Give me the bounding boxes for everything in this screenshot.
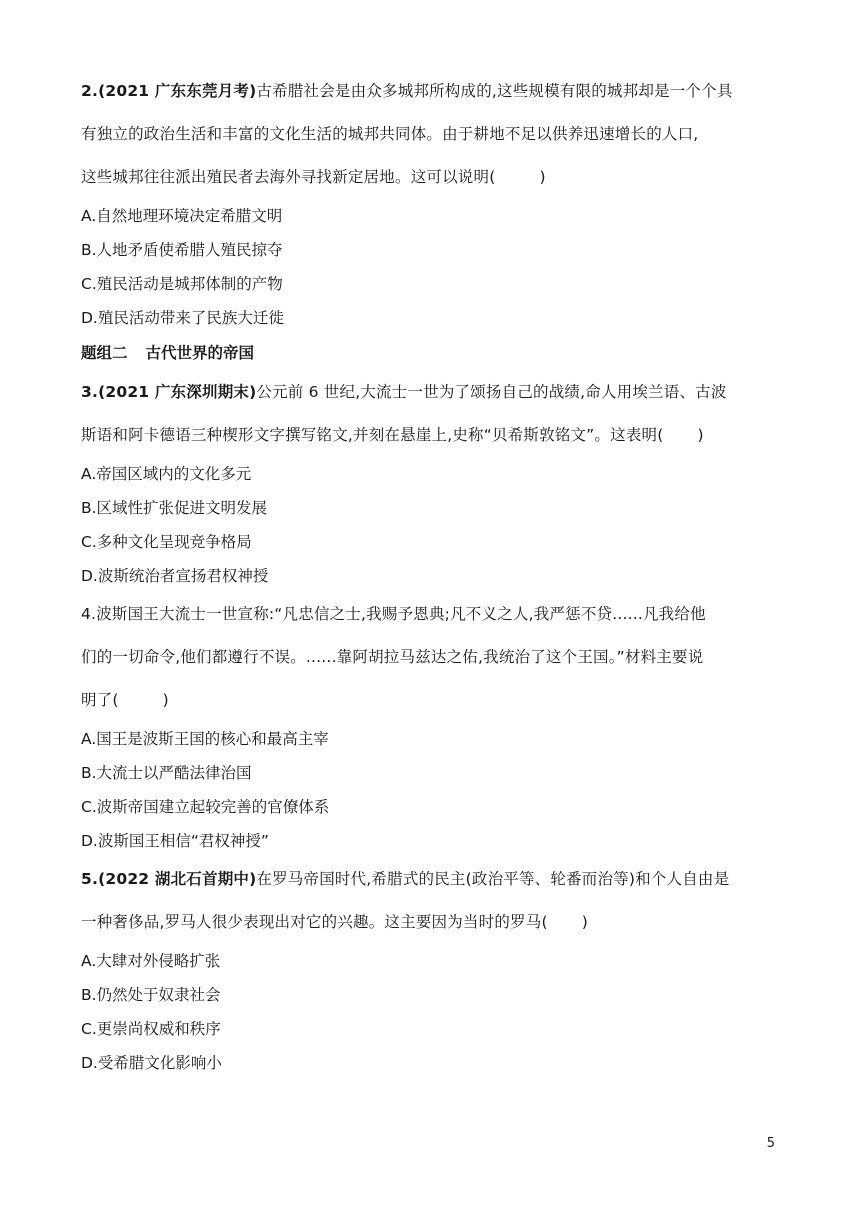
- answer-parens: ( ): [541, 913, 588, 931]
- question-4: [81, 593, 781, 858]
- question-5-source: 5.(2022 湖北石首期中): [81, 870, 257, 888]
- question-3-option-a: A.帝国区域内的文化多元: [81, 465, 252, 483]
- answer-paren-close: ): [539, 168, 546, 186]
- question-3-stem: [81, 371, 781, 457]
- question-5-option-d: D.受希腊文化影响小: [81, 1054, 222, 1072]
- question-4-stem: [81, 593, 781, 722]
- question-2-line-1: 2.(2021 广东东莞月考)古希腊社会是由众多城邦所构成的,这些规模有限的城邦却是一个个具: [81, 82, 733, 100]
- question-2-option-c: C.殖民活动是城邦体制的产物: [81, 275, 283, 293]
- question-3: [81, 371, 781, 593]
- page-number: 5: [766, 1136, 775, 1151]
- question-2-stem: [81, 70, 781, 199]
- answer-paren-close: ): [162, 691, 169, 709]
- question-5-option-a: A.大肆对外侵略扩张: [81, 952, 221, 970]
- question-5-line-1: 5.(2022 湖北石首期中)在罗马帝国时代,希腊式的民主(政治平等、轮番而治等)和个人自由是: [81, 870, 730, 888]
- question-4-option-b: B.大流士以严酷法律治国: [81, 764, 252, 782]
- question-5-option-c: C.更崇尚权威和秩序: [81, 1020, 221, 1038]
- question-2-source: 2.(2021 广东东莞月考): [81, 82, 257, 100]
- section-label: 题组二: [81, 344, 128, 362]
- question-4-option-c: C.波斯帝国建立起较完善的官僚体系: [81, 798, 330, 816]
- question-4-line-3: 明了( ): [81, 691, 169, 709]
- question-2: [81, 70, 781, 335]
- section-heading: [81, 335, 781, 371]
- question-2-line-2: 有独立的政治生活和丰富的文化生活的城邦共同体。由于耕地不足以供养迅速增长的人口,: [81, 125, 699, 143]
- question-4-option-a: A.国王是波斯王国的核心和最高主宰: [81, 730, 329, 748]
- question-2-line-3: 这些城邦往往派出殖民者去海外寻找新定居地。这可以说明( ): [81, 168, 546, 186]
- question-3-line-1: 3.(2021 广东深圳期末)公元前 6 世纪,大流士一世为了颂扬自己的战绩,命人用埃兰语、古波: [81, 383, 727, 401]
- question-4-option-d: D.波斯国王相信“君权神授”: [81, 832, 269, 850]
- question-3-line-2: 斯语和阿卡德语三种楔形文字撰写铭文,并刻在悬崖上,史称“贝希斯敦铭文”。这表明( ): [81, 426, 704, 444]
- question-4-line-2: 们的一切命令,他们都遵行不误。......靠阿胡拉马兹达之佑,我统治了这个王国。”材料主要说: [81, 648, 704, 666]
- question-2-option-b: B.人地矛盾使希腊人殖民掠夺: [81, 241, 283, 259]
- question-3-option-c: C.多种文化呈现竞争格局: [81, 533, 252, 551]
- page-content: [81, 70, 781, 1080]
- question-4-line-1: 4.波斯国王大流士一世宣称:“凡忠信之士,我赐予恩典;凡不义之人,我严惩不贷......凡我给他: [81, 605, 706, 623]
- question-5: [81, 858, 781, 1080]
- question-2-option-a: A.自然地理环境决定希腊文明: [81, 207, 283, 225]
- question-2-option-d: D.殖民活动带来了民族大迁徙: [81, 309, 284, 327]
- question-3-source: 3.(2021 广东深圳期末): [81, 383, 257, 401]
- question-5-option-b: B.仍然处于奴隶社会: [81, 986, 221, 1004]
- question-5-line-2: 一种奢侈品,罗马人很少表现出对它的兴趣。这主要因为当时的罗马( ): [81, 913, 588, 931]
- section-title: 古代世界的帝国: [145, 344, 255, 362]
- answer-paren-close: ): [697, 426, 704, 444]
- question-3-option-b: B.区域性扩张促进文明发展: [81, 499, 268, 517]
- question-5-stem: [81, 858, 781, 944]
- question-3-option-d: D.波斯统治者宣扬君权神授: [81, 567, 269, 585]
